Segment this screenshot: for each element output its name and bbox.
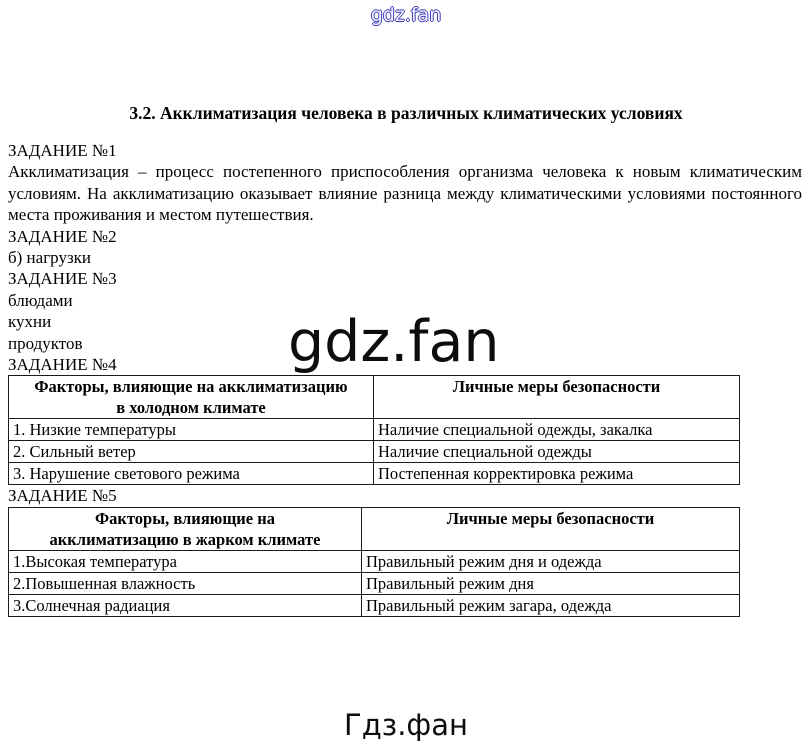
header-line: Факторы, влияющие на акклиматизацию [34,377,348,397]
task3-label: ЗАДАНИЕ №3 [8,269,117,289]
hot-measure-2: Правильный режим дня [362,572,740,594]
page-title: 3.2. Акклиматизация человека в различных климатических условиях [129,103,683,123]
task1-label: ЗАДАНИЕ №1 [8,141,117,160]
header-line: Личные меры безопасности [446,508,655,528]
document-body [8,140,802,617]
hot-climate-table [8,507,740,617]
cold-factor-2: 2. Сильный ветер [9,441,374,463]
cold-measure-3: Постепенная корректировка режима [374,463,740,485]
task1-answer-text: Акклиматизация – процесс постепенного приспособления организма человека к новым климатическим условиям. На акклиматизацию оказывает влияние разница между климатическими условиями постоянного места проживания и местом путешествия. [8,162,802,225]
table-row [9,594,740,616]
task5-label: ЗАДАНИЕ №5 [8,486,117,506]
table-row [9,550,740,572]
hot-measure-1: Правильный режим дня и одежда [362,550,740,572]
task3-answer-3: продуктов [8,333,83,353]
site-watermark-center: gdz.fan [288,309,500,375]
task4-label: ЗАДАНИЕ №4 [8,355,117,375]
cold-climate-table [8,375,740,485]
cold-measure-2: Наличие специальной одежды [374,441,740,463]
hot-factor-3: 3.Солнечная радиация [9,594,362,616]
table-row [9,419,740,441]
cold-factor-1: 1. Низкие температуры [9,419,374,441]
header-line: Личные меры безопасности [452,377,661,397]
cold-table-header-measures [374,376,740,419]
hot-table-header-measures [362,507,740,550]
cold-table-header-factors [9,376,374,419]
task3-answer-1: блюдами [8,290,73,310]
site-footer-brand: Гдз.фан [344,708,468,742]
cold-factor-3: 3. Нарушение светового режима [9,463,374,485]
header-line: Факторы, влияющие на [94,508,275,528]
task3-answer-2: кухни [8,312,52,332]
hot-factor-1: 1.Высокая температура [9,550,362,572]
hot-factor-2: 2.Повышенная влажность [9,572,362,594]
table-row [9,463,740,485]
hot-table-header-factors [9,507,362,550]
task2-label: ЗАДАНИЕ №2 [8,226,117,246]
site-watermark-top: gdz.fan [370,4,442,26]
header-line: акклиматизацию в жарком климате [49,529,321,549]
header-line: в холодном климате [116,398,266,418]
table-row [9,441,740,463]
table-header-row [9,507,740,550]
task2-answer: б) нагрузки [8,248,92,268]
table-header-row [9,376,740,419]
table-row [9,572,740,594]
cold-measure-1: Наличие специальной одежды, закалка [374,419,740,441]
hot-measure-3: Правильный режим загара, одежда [362,594,740,616]
